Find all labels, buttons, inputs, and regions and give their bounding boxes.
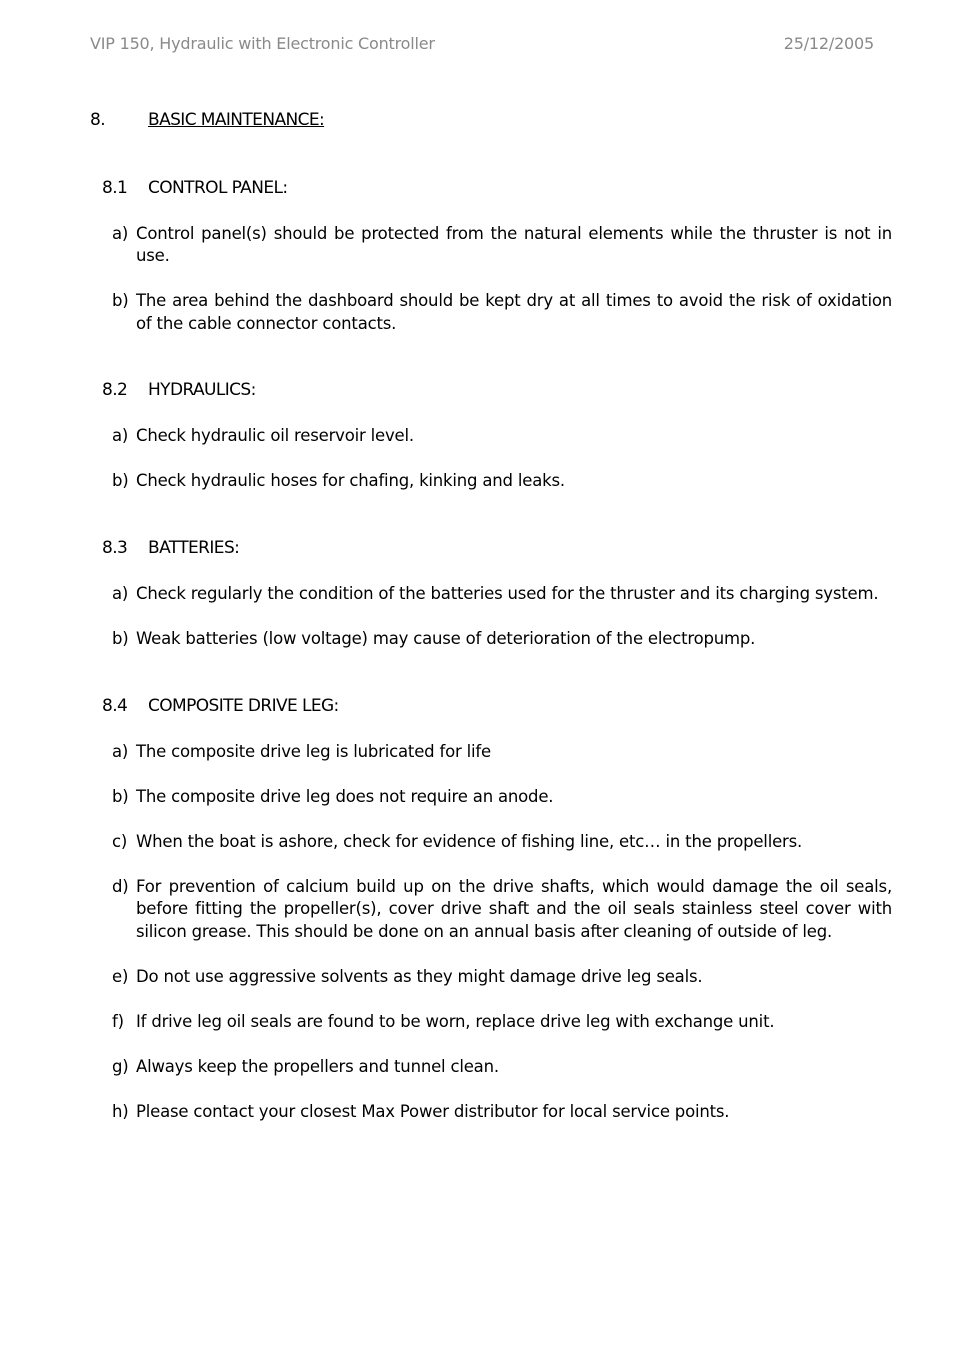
- item-text: Weak batteries (low voltage) may cause of deterioration of the electropump.: [136, 628, 756, 648]
- list-item: [102, 425, 892, 448]
- section-heading: [102, 178, 892, 200]
- section-composite-drive-leg: [102, 696, 892, 1123]
- list-item: [102, 1056, 892, 1079]
- item-text: If drive leg oil seals are found to be worn, replace drive leg with exchange unit.: [136, 1011, 775, 1031]
- item-list: [102, 425, 892, 493]
- item-list: [102, 583, 892, 651]
- list-item: [102, 470, 892, 493]
- main-heading-number: 8.: [90, 110, 106, 130]
- item-text: Check hydraulic hoses for chafing, kinking and leaks.: [136, 470, 565, 490]
- section-hydraulics: [102, 380, 892, 492]
- item-text: The composite drive leg does not require an anode.: [136, 786, 554, 806]
- section-batteries: [102, 538, 892, 650]
- item-letter: b): [112, 291, 129, 310]
- item-letter: a): [112, 425, 129, 445]
- section-title: COMPOSITE DRIVE LEG:: [148, 696, 339, 716]
- item-letter: g): [112, 1056, 129, 1076]
- list-item: [102, 831, 892, 854]
- item-letter: b): [112, 470, 129, 490]
- item-text: Check hydraulic oil reservoir level.: [136, 425, 414, 445]
- item-list: [102, 741, 892, 1124]
- item-letter: a): [112, 741, 129, 761]
- item-text: The composite drive leg is lubricated for life: [136, 741, 491, 761]
- list-item: [102, 290, 892, 335]
- main-heading-title: BASIC MAINTENANCE:: [148, 110, 325, 130]
- list-item: [102, 876, 892, 944]
- list-item: [102, 741, 892, 764]
- list-item: [102, 786, 892, 809]
- item-text: Always keep the propellers and tunnel clean.: [136, 1056, 499, 1076]
- item-text: Control panel(s) should be protected from the natural elements while the thruster is not in use.: [136, 223, 892, 265]
- item-text: Please contact your closest Max Power distributor for local service points.: [136, 1101, 730, 1121]
- section-heading: [102, 538, 892, 560]
- item-text: When the boat is ashore, check for evidence of fishing line, etc… in the propellers.: [136, 831, 803, 851]
- item-text: The area behind the dashboard should be kept dry at all times to avoid the risk of oxidation of the cable connector contacts.: [136, 291, 892, 333]
- page-header: [90, 34, 874, 53]
- item-letter: a): [112, 583, 129, 603]
- section-heading: [102, 696, 892, 718]
- list-item: [102, 223, 892, 268]
- section-control-panel: [102, 178, 892, 335]
- section-number: 8.3: [102, 538, 128, 558]
- section-title: BATTERIES:: [148, 538, 240, 558]
- list-item: [102, 628, 892, 651]
- item-letter: b): [112, 786, 129, 806]
- list-item: [102, 966, 892, 989]
- item-letter: b): [112, 628, 129, 648]
- item-letter: d): [112, 876, 129, 896]
- section-heading: [102, 380, 892, 402]
- section-number: 8.4: [102, 696, 128, 716]
- item-letter: a): [112, 223, 129, 243]
- item-letter: f): [112, 1011, 124, 1031]
- section-title: HYDRAULICS:: [148, 380, 256, 400]
- item-letter: h): [112, 1101, 129, 1121]
- document-date: 25/12/2005: [783, 34, 874, 53]
- item-text: Check regularly the condition of the batteries used for the thruster and its charging system.: [136, 583, 879, 603]
- section-number: 8.1: [102, 178, 128, 198]
- item-text: Do not use aggressive solvents as they might damage drive leg seals.: [136, 966, 703, 986]
- list-item: [102, 1101, 892, 1124]
- item-list: [102, 223, 892, 336]
- document-title: VIP 150, Hydraulic with Electronic Controller: [90, 34, 435, 53]
- item-letter: c): [112, 831, 128, 851]
- list-item: [102, 1011, 892, 1034]
- item-text: For prevention of calcium build up on the drive shafts, which would damage the oil seals, before fitting the propeller(s), cover drive shaft and the oil seals stainless steel cover with silicon grease. This should be done on an annual basis after cleaning of outside of leg.: [136, 876, 892, 941]
- list-item: [102, 583, 892, 606]
- section-number: 8.2: [102, 380, 128, 400]
- main-heading: [90, 110, 324, 130]
- item-letter: e): [112, 966, 129, 986]
- section-title: CONTROL PANEL:: [148, 178, 288, 198]
